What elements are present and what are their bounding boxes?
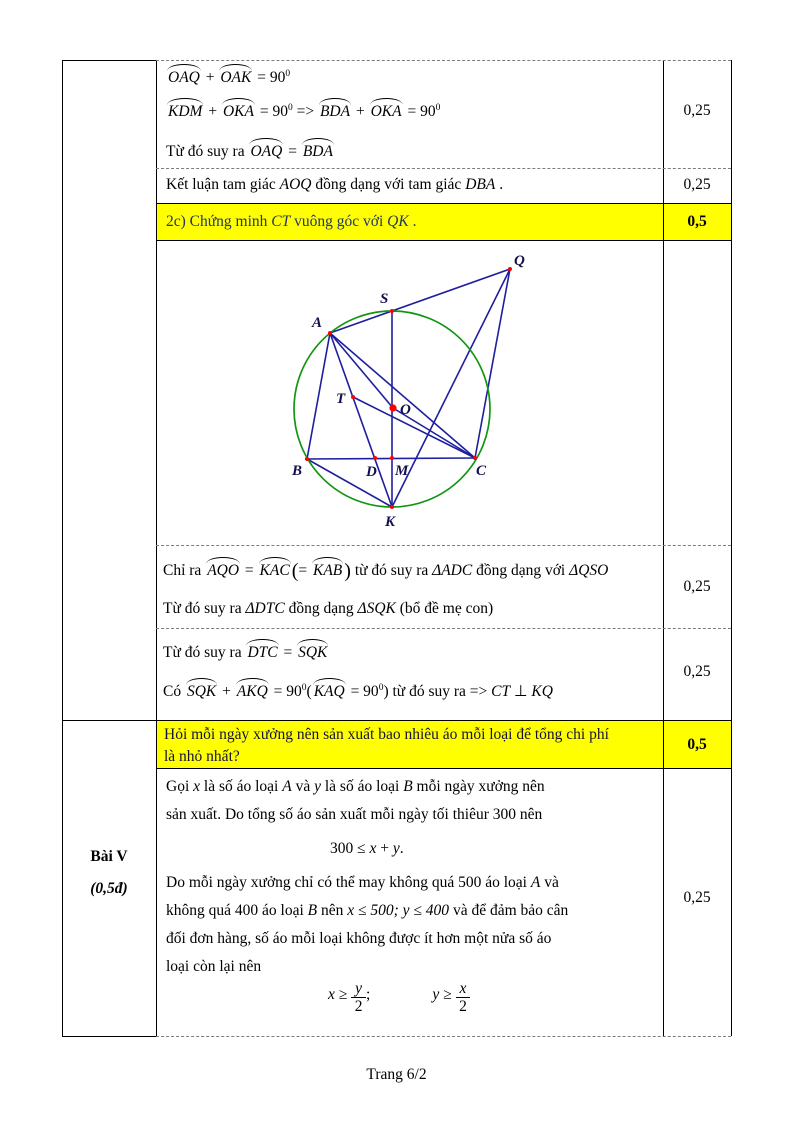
score-row1: 0,25 <box>683 102 711 119</box>
row6-row7-solid <box>62 720 731 721</box>
question-baiV-line-2: là nhỏ nhất? <box>164 748 240 765</box>
point-label-a: A <box>312 315 323 331</box>
angle-BDA: BDA <box>318 98 352 123</box>
angle-SQK: SQK <box>296 639 329 664</box>
proof-line-1: OAQ + OAK = $90^0$ <box>166 64 290 89</box>
exercise-label: Bài V <box>90 848 128 865</box>
similar-triangles-line-1: Chỉ ra AQO = KAC (= KAB ) từ đó suy ra ΔADC đồng dạng với ΔQSO <box>163 557 608 582</box>
exercise-points: (0,5đ) <box>90 880 128 897</box>
page-number: Trang 6/2 <box>366 1066 427 1083</box>
solution-line-6: loại còn lại nên <box>166 958 262 975</box>
solution-inequality-1: 300 ≤ x + y. <box>330 840 404 857</box>
point-label-m: M <box>395 463 409 479</box>
leftcol-top-border <box>62 60 156 61</box>
table-border-right <box>731 60 732 1036</box>
point-label-d: D <box>366 464 377 480</box>
perpendicular-conclusion-line: Có SQK + AKQ = $90^0$( KAQ = $90^0$) từ đó suy ra => CT ⊥ KQ <box>163 678 553 703</box>
score-row5: 0,25 <box>683 578 711 595</box>
angle-DTC: DTC <box>245 639 279 664</box>
angle-KAB: KAB <box>311 557 344 582</box>
solution-line-5: đối đơn hàng, số áo mỗi loại không được ít hơn một nửa số áo <box>166 930 552 947</box>
figure-labels <box>291 253 525 530</box>
point-label-t: T <box>336 391 346 407</box>
row2-row3-solid <box>156 203 731 204</box>
row7-row8-solid <box>156 768 731 769</box>
angle-KAQ: KAQ <box>312 678 347 703</box>
angle-OAQ: OAQ <box>166 64 202 89</box>
row-top-dashed <box>156 60 731 61</box>
point-label-q: Q <box>514 253 525 269</box>
leftcol-bottom-border <box>62 1036 156 1037</box>
geometry-figure <box>260 245 540 545</box>
angle-KAC: KAC <box>258 557 292 582</box>
angle-BDA2: BDA <box>301 138 335 163</box>
angle-OAQ2: OAQ <box>248 138 284 163</box>
score-row6: 0,25 <box>683 663 711 680</box>
angle-SQK2: SQK <box>185 678 218 703</box>
angle-AQO: AQO <box>205 557 241 582</box>
point-label-k: K <box>385 514 396 530</box>
solution-inequality-2: x ≥ $\frac{y}{2}$ ; y ≥ $\frac{x}{2}$ <box>328 980 470 1015</box>
solution-line-4: không quá 400 áo loại B nên x ≤ 500; y ≤ 400 và để đảm bảo cân <box>166 902 569 919</box>
score-row7: 0,5 <box>687 736 707 753</box>
row4-row5-dashed <box>156 545 731 546</box>
table-divider-1 <box>156 60 157 1036</box>
row1-row2-dashed <box>156 168 731 169</box>
angle-equality-line: Từ đó suy ra DTC = SQK <box>163 639 329 664</box>
similar-triangles-line-2: Từ đó suy ra ΔDTC đồng dạng ΔSQK (bổ đề mẹ con) <box>163 600 494 617</box>
table-bottom-dashed <box>156 1036 731 1037</box>
angle-OKA: OKA <box>221 98 256 123</box>
angle-KDM: KDM <box>166 98 204 123</box>
fraction-x-2: $\frac{x}{2}$ <box>456 980 471 1015</box>
proof-line-3: Từ đó suy ra OAQ = BDA <box>166 138 335 163</box>
point-label-b: B <box>292 463 303 479</box>
solution-line-3: Do mỗi ngày xưởng chỉ có thể may không quá 500 áo loại A và <box>166 874 559 891</box>
score-row3: 0,5 <box>687 213 707 230</box>
solution-line-2: sản xuất. Do tổng số áo sản xuất mỗi ngày tối thiêur 300 nên <box>166 806 543 823</box>
angle-AKQ: AKQ <box>235 678 270 703</box>
point-label-c: C <box>476 463 487 479</box>
score-row2: 0,25 <box>683 176 711 193</box>
point-label-o: O <box>400 402 411 418</box>
question-baiV-line-1: Hỏi mỗi ngày xưởng nên sản xuất bao nhiêu áo mỗi loại để tổng chi phí <box>164 726 609 743</box>
heading-2c: 2c) Chứng minh CT vuông góc với QK . <box>166 213 417 230</box>
angle-OAK: OAK <box>218 64 253 89</box>
point-label-s: S <box>380 291 389 307</box>
conclusion-line: Kết luận tam giác AOQ đồng dạng với tam giác DBA . <box>166 176 504 193</box>
row3-row4-solid <box>156 240 731 241</box>
proof-line-2: KDM + OKA = $90^0$ => BDA + OKA = $90^0$ <box>166 98 440 123</box>
fraction-y-2: $\frac{y}{2}$ <box>351 980 366 1015</box>
score-row8: 0,25 <box>683 889 711 906</box>
solution-line-1: Gọi x là số áo loại A và y là số áo loại B mỗi ngày xưởng nên <box>166 778 545 795</box>
angle-OKA2: OKA <box>369 98 404 123</box>
row5-row6-dashed <box>156 628 731 629</box>
